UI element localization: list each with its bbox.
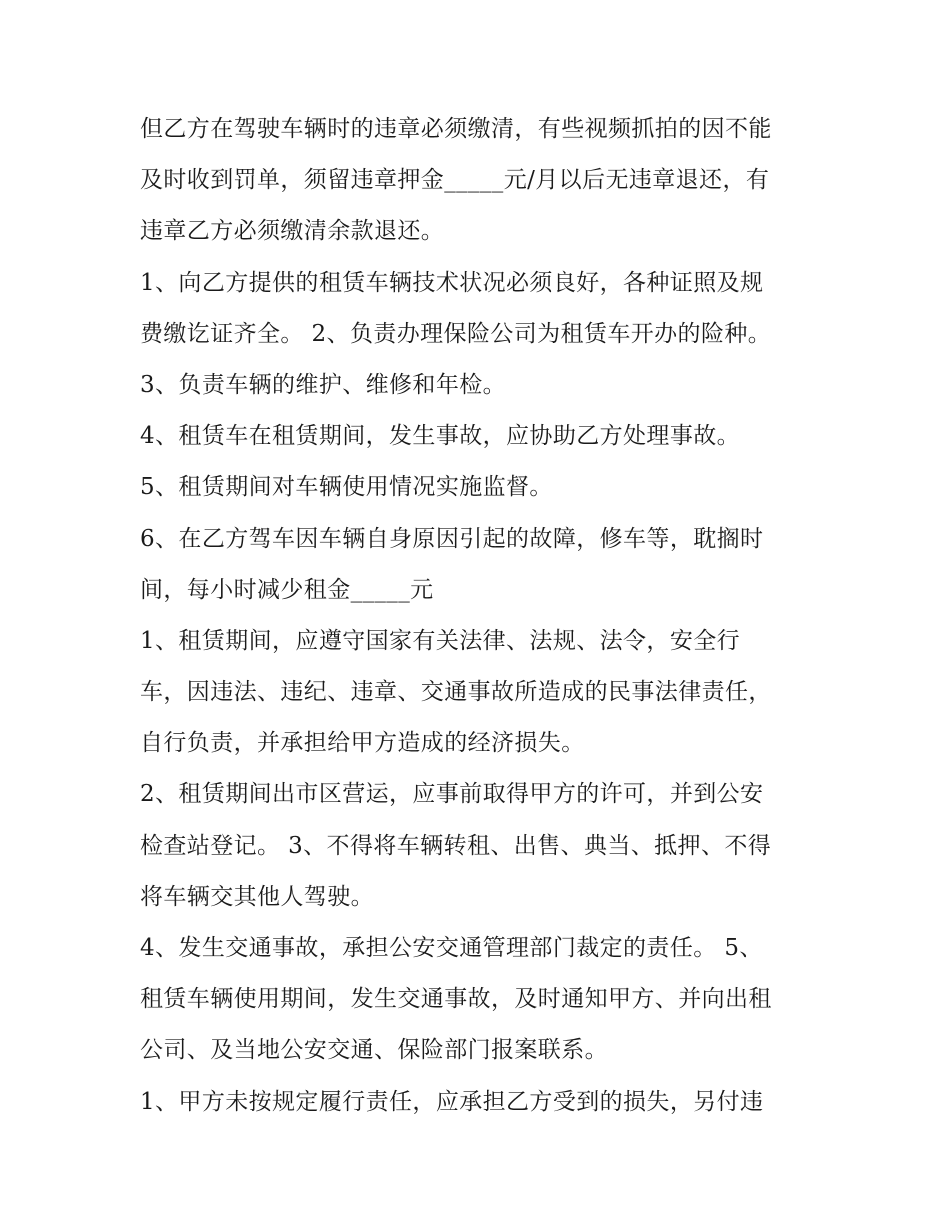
text-line: 租赁车辆使用期间，发生交通事故，及时通知甲方、并向出租	[140, 986, 772, 1013]
text-line: 费缴讫证齐全。 2、负责办理保险公司为租赁车开办的险种。	[140, 320, 772, 347]
text-line: 间，每小时减少租金_____元	[140, 576, 434, 603]
text-line: 但乙方在驾驶车辆时的违章必须缴清，有些视频抓拍的因不能	[140, 116, 772, 142]
text-line: 公司、及当地公安交通、保险部门报案联系。	[140, 1037, 608, 1064]
text-line: 将车辆交其他人驾驶。	[140, 883, 374, 910]
text-line: 2、租赁期间出市区营运，应事前取得甲方的许可，并到公安	[140, 781, 764, 808]
text-line: 4、发生交通事故，承担公安交通管理部门裁定的责任。 5、	[140, 935, 763, 961]
text-line: 4、租赁车在租赁期间，发生事故，应协助乙方处理事故。	[140, 423, 741, 450]
text-line: 6、在乙方驾车因车辆自身原因引起的故障，修车等，耽搁时	[140, 525, 764, 552]
document-body	[140, 104, 820, 1128]
text-line: 5、租赁期间对车辆使用情况实施监督。	[140, 474, 553, 501]
text-line: 1、租赁期间，应遵守国家有关法律、法规、法令，安全行	[140, 627, 741, 654]
text-line: 3、负责车辆的维护、维修和年检。	[140, 371, 507, 398]
text-line: 1、甲方未按规定履行责任，应承担乙方受到的损失，另付违	[140, 1088, 764, 1115]
text-line: 违章乙方必须缴清余款退还。	[140, 218, 445, 245]
text-line: 检查站登记。 3、不得将车辆转租、出售、典当、抵押、不得	[140, 832, 772, 859]
text-line: 车，因违法、违纪、违章、交通事故所造成的民事法律责任，	[140, 679, 772, 706]
text-line: 自行负责，并承担给甲方造成的经济损失。	[140, 730, 585, 757]
text-line: 1、向乙方提供的租赁车辆技术状况必须良好，各种证照及规	[140, 269, 764, 296]
text-line: 及时收到罚单，须留违章押金_____元/月以后无违章退还，有	[140, 167, 770, 194]
